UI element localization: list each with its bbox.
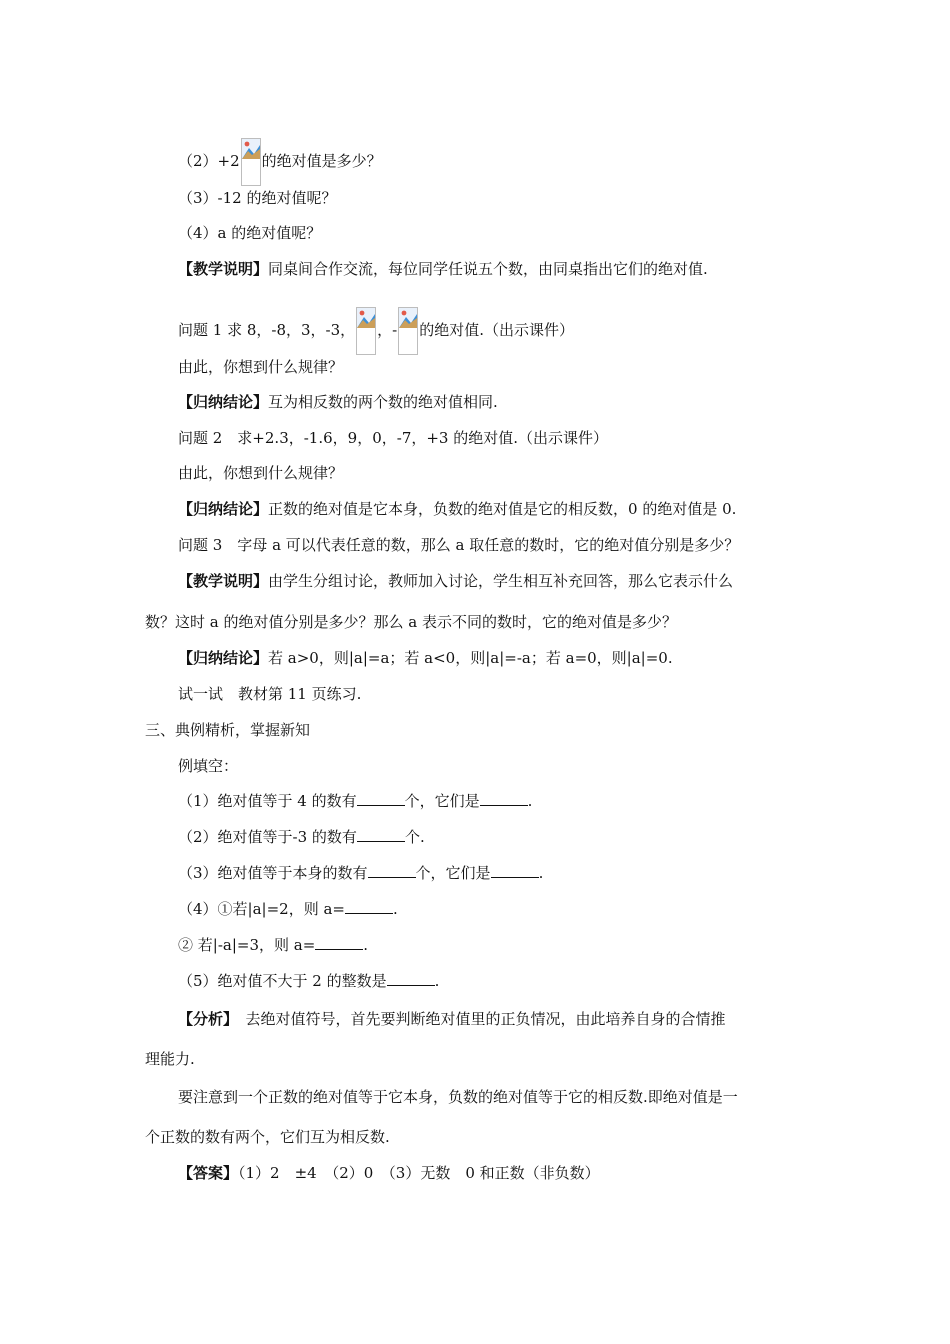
exercise-text: ② 若|-a|=3，则 a= [178,936,316,954]
answer-blank [357,791,405,806]
conclusion-tag: 【归纳结论】 [178,500,269,518]
analysis-line [178,1009,726,1029]
analysis-text: 去绝对值符号，首先要判断绝对值里的正负情况，由此培养自身的合情推 [230,1010,726,1028]
conclusion-text: 若 a>0，则|a|=a；若 a<0，则|a|=-a；若 a=0，则|a|=0. [268,649,673,667]
answer-tag: 【答案】 [178,1164,239,1182]
answer-blank [315,935,363,950]
broken-image-icon [398,307,418,355]
conclusion-tag: 【归纳结论】 [178,393,269,411]
analysis-continued: 理能力. [145,1050,195,1068]
exercise-text: . [538,864,544,882]
exercise-text: . [363,936,369,954]
reflection-2: 由此，你想到什么规律？ [178,464,344,482]
answer-line [178,1163,600,1183]
exercise-text: （4）①若|a|=2，则 a= [178,900,345,918]
exercise-text: 个. [404,828,425,846]
conclusion-text: 正数的绝对值是它本身，负数的绝对值是它的相反数，0 的绝对值是 0. [268,500,737,518]
exercise-5 [178,971,439,991]
problem-1-prefix: 问题 1 求 8，-8，3，-3， [178,321,356,339]
question-2-line [178,138,382,186]
exercise-text: . [393,900,398,918]
conclusion-2 [178,499,736,519]
broken-image-icon [241,138,261,186]
broken-image-icon [356,307,376,355]
problem-2-line: 问题 2 求+2.3，-1.6，9，0，-7，+3 的绝对值.（出示课件） [178,429,609,447]
exercise-1 [178,791,532,811]
teaching-note-tag: 【教学说明】 [178,260,269,278]
exercise-text: （1）绝对值等于 4 的数有 [178,792,357,810]
conclusion-tag: 【归纳结论】 [178,649,269,667]
teaching-note-2-continued: 数？这时 a 的绝对值分别是多少？那么 a 表示不同的数时，它的绝对值是多少？ [145,613,677,631]
problem-3-line: 问题 3 字母 a 可以代表任意的数，那么 a 取任意的数时，它的绝对值分别是多少？ [178,536,740,554]
question-3-line: （3）-12 的绝对值呢？ [178,189,337,207]
problem-1-suffix: 的绝对值.（出示课件） [419,321,575,339]
teaching-note-text: 同桌间合作交流，每位同学任说五个数，由同桌指出它们的绝对值. [268,260,708,278]
teaching-note-tag: 【教学说明】 [178,572,269,590]
question-4-line: （4）a 的绝对值呢？ [178,224,322,242]
question-2-suffix: 的绝对值是多少？ [261,152,382,170]
answer-blank [368,863,416,878]
exercise-text: 个，它们是 [404,792,480,810]
answer-blank [491,863,539,878]
conclusion-1 [178,392,498,412]
teaching-note-text: 由学生分组讨论，教师加入讨论，学生相互补充回答，那么它表示什么 [268,572,734,590]
note-continued: 个正数的数有两个，它们互为相反数. [145,1128,390,1146]
answer-text: （1）2 ±4 （2）0 （3）无数 0 和正数（非负数） [238,1164,600,1182]
conclusion-3 [178,648,673,668]
reflection-1: 由此，你想到什么规律？ [178,358,344,376]
exercise-text: 个，它们是 [415,864,491,882]
section-3-heading: 三、典例精析，掌握新知 [145,721,311,739]
question-2-prefix: （2）+2 [178,152,240,170]
answer-blank [357,827,405,842]
try-it-line: 试一试 教材第 11 页练习. [178,685,362,703]
example-heading: 例填空： [178,757,239,775]
answer-blank [387,971,435,986]
teaching-note-1 [178,259,708,279]
exercise-3 [178,863,543,883]
exercise-text: （2）绝对值等于-3 的数有 [178,828,357,846]
problem-1-line [178,307,574,355]
exercise-4b [178,935,368,955]
exercise-4a [178,899,398,919]
answer-blank [480,791,528,806]
answer-blank [345,899,393,914]
analysis-tag: 【分析】 [178,1010,231,1028]
exercise-text: （5）绝对值不大于 2 的整数是 [178,972,387,990]
exercise-text: （3）绝对值等于本身的数有 [178,864,368,882]
exercise-2 [178,827,425,847]
problem-1-mid: ，- [377,321,398,339]
exercise-text: . [434,972,440,990]
conclusion-text: 互为相反数的两个数的绝对值相同. [268,393,498,411]
teaching-note-2 [178,571,733,591]
note-line: 要注意到一个正数的绝对值等于它本身，负数的绝对值等于它的相反数.即绝对值是一 [178,1088,738,1106]
exercise-text: . [527,792,533,810]
